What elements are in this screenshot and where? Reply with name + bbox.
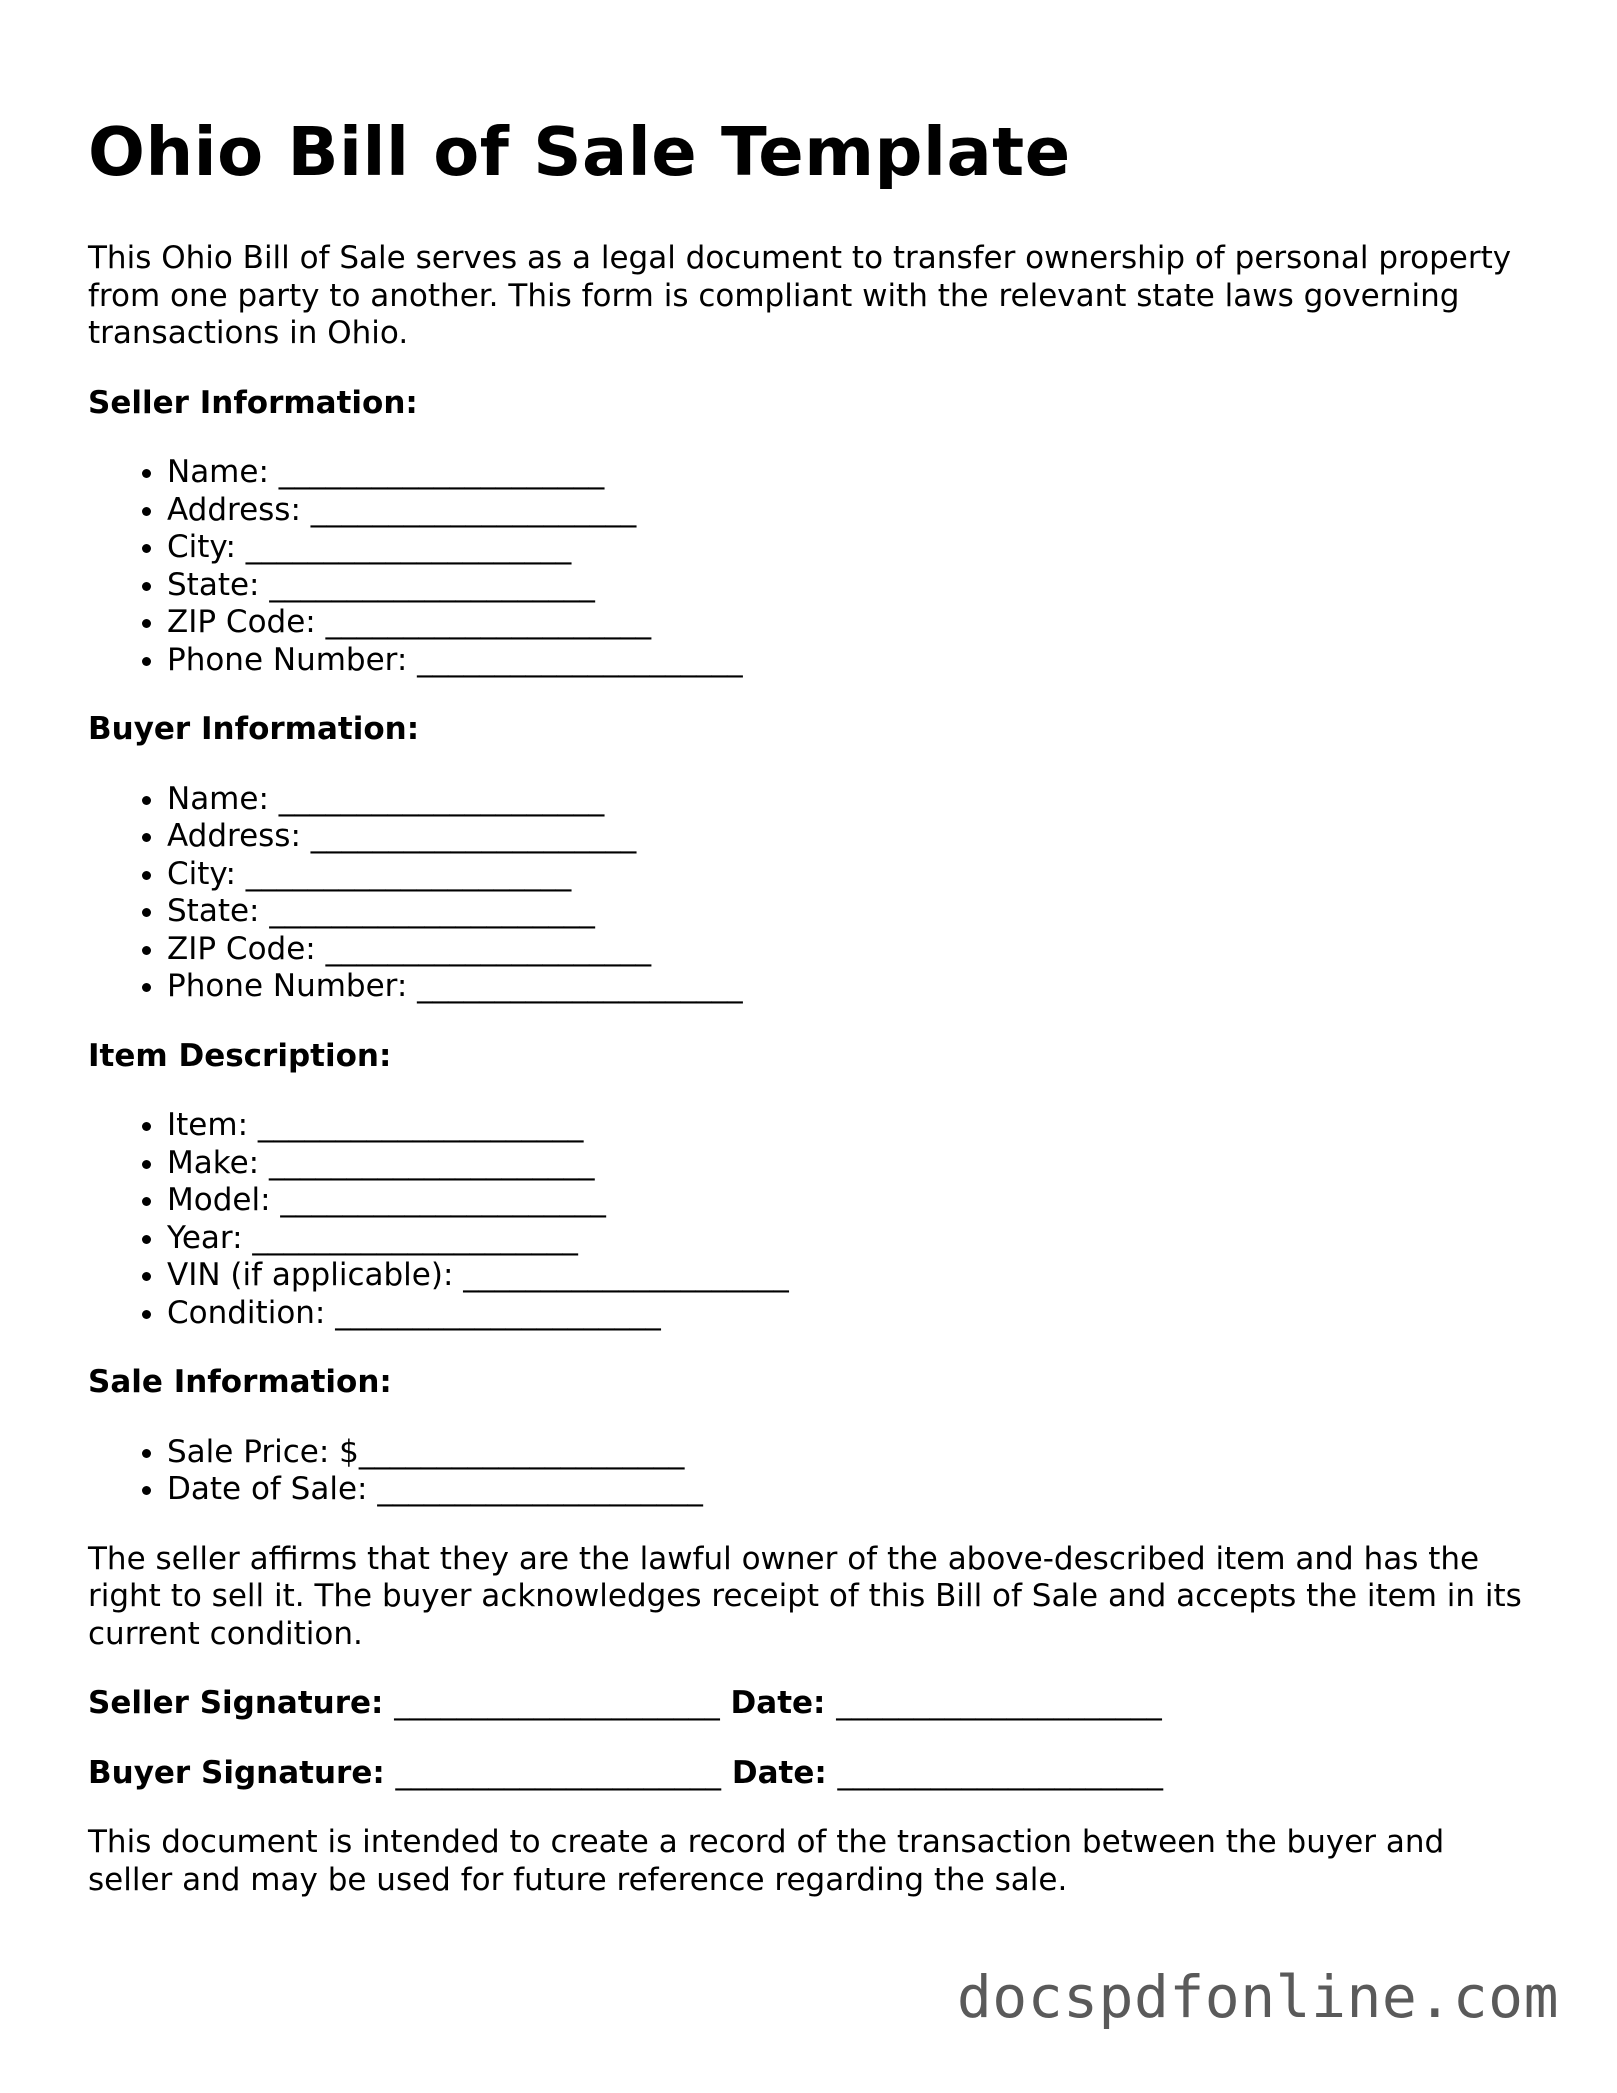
buyer-state-field: • State: _____________________ bbox=[167, 893, 1528, 931]
buyer-name-field: • Name: _____________________ bbox=[167, 781, 1528, 819]
seller-date-label: Date: bbox=[730, 1685, 826, 1721]
buyer-signature-label: Buyer Signature: bbox=[88, 1754, 385, 1791]
sale-price-field: • Sale Price: $_____________________ bbox=[167, 1434, 1528, 1472]
sale-date-field: • Date of Sale: _____________________ bbox=[167, 1471, 1528, 1509]
buyer-info-list bbox=[88, 781, 1528, 1006]
condition-field: • Condition: _____________________ bbox=[167, 1295, 1528, 1333]
seller-name-field: • Name: _____________________ bbox=[167, 454, 1528, 492]
buyer-section-heading: Buyer Information: bbox=[88, 711, 420, 747]
seller-address-field: • Address: _____________________ bbox=[167, 492, 1528, 530]
seller-signature-line: _____________________ bbox=[394, 1685, 720, 1721]
affirmation-paragraph: The seller affirms that they are the lawful owner of the above-described item and has the right to sell it. The buyer acknowledges receipt of this Bill of Sale and accepts the item in its current condition. bbox=[88, 1540, 1522, 1652]
buyer-date-label: Date: bbox=[731, 1754, 827, 1791]
seller-city-field: • City: _____________________ bbox=[167, 529, 1528, 567]
sale-section-heading: Sale Information: bbox=[88, 1364, 392, 1400]
item-description-list bbox=[88, 1107, 1528, 1332]
buyer-signature-line: _____________________ bbox=[395, 1754, 722, 1791]
buyer-phone-field: • Phone Number: _____________________ bbox=[167, 968, 1528, 1006]
intro-paragraph: This Ohio Bill of Sale serves as a legal document to transfer ownership of personal property from one party to another. This form is compliant with the relevant state laws governing transactions in Ohio. bbox=[88, 240, 1512, 351]
buyer-date-line: _____________________ bbox=[837, 1754, 1164, 1791]
buyer-zip-field: • ZIP Code: _____________________ bbox=[167, 931, 1528, 969]
site-watermark: docspdfonline.com bbox=[956, 1963, 1559, 2031]
document-title: Ohio Bill of Sale Template bbox=[88, 113, 1071, 191]
seller-zip-field: • ZIP Code: _____________________ bbox=[167, 604, 1528, 642]
item-field: • Item: _____________________ bbox=[167, 1107, 1528, 1145]
seller-section-heading: Seller Information: bbox=[88, 384, 418, 421]
vin-field: • VIN (if applicable): _____________________ bbox=[167, 1257, 1528, 1295]
buyer-signature-row bbox=[88, 1755, 1528, 1793]
seller-state-field: • State: _____________________ bbox=[167, 567, 1528, 605]
seller-info-list bbox=[88, 454, 1528, 679]
buyer-city-field: • City: _____________________ bbox=[167, 856, 1528, 894]
sale-info-list bbox=[88, 1434, 1528, 1509]
closing-paragraph: This document is intended to create a record of the transaction between the buyer and seller and may be used for future reference regarding the sale. bbox=[88, 1824, 1445, 1898]
seller-signature-label: Seller Signature: bbox=[88, 1685, 384, 1721]
model-field: • Model: _____________________ bbox=[167, 1182, 1528, 1220]
make-field: • Make: _____________________ bbox=[167, 1145, 1528, 1183]
item-section-heading: Item Description: bbox=[88, 1037, 392, 1074]
seller-signature-row bbox=[88, 1685, 1528, 1723]
seller-phone-field: • Phone Number: _____________________ bbox=[167, 642, 1528, 680]
document-body bbox=[88, 108, 1528, 1899]
buyer-address-field: • Address: _____________________ bbox=[167, 818, 1528, 856]
year-field: • Year: _____________________ bbox=[167, 1220, 1528, 1258]
seller-date-line: _____________________ bbox=[836, 1685, 1162, 1721]
